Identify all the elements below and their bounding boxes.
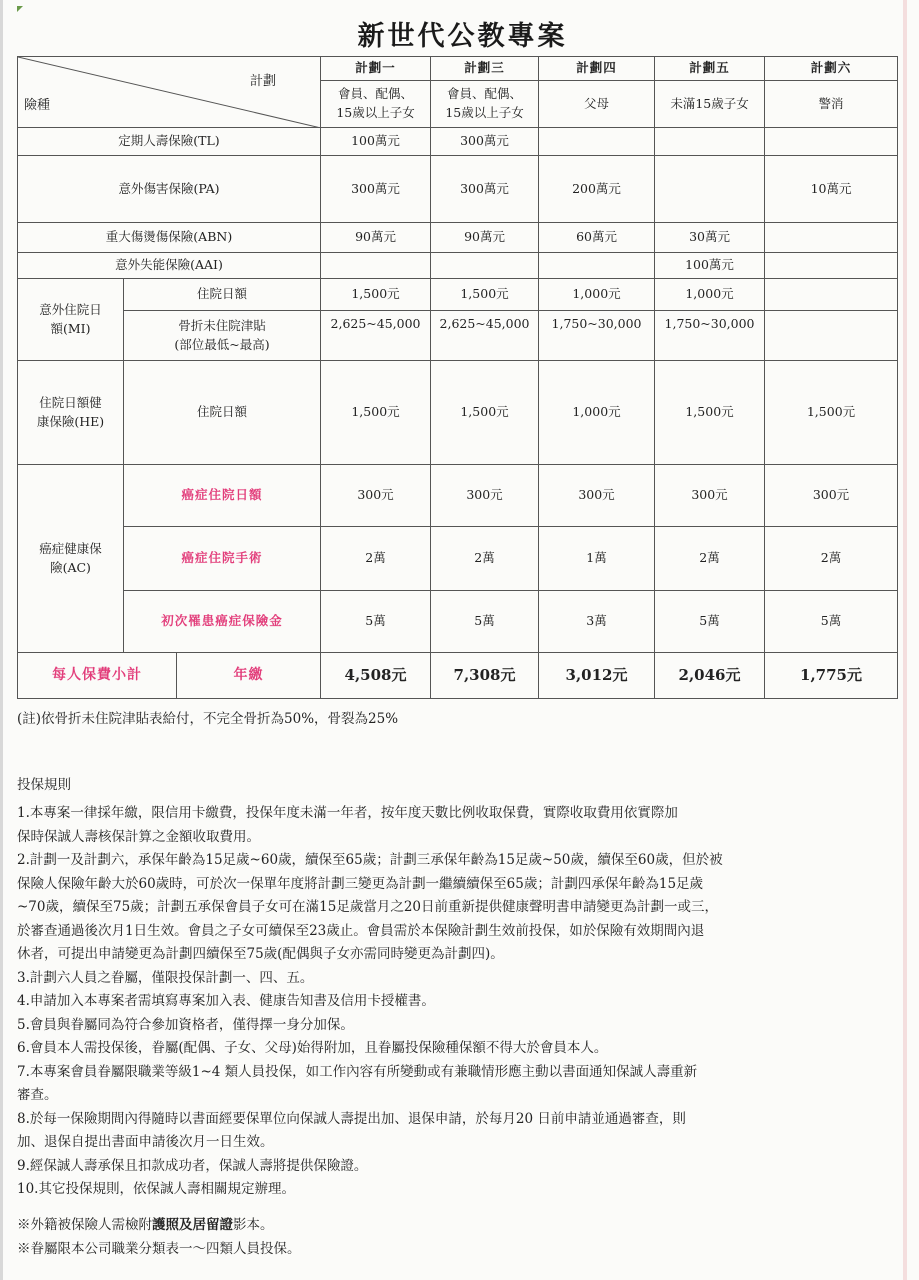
value-cell xyxy=(321,253,431,279)
value-cell: 2萬 xyxy=(431,527,539,591)
value-cell xyxy=(765,311,898,361)
rule-line: 7.本專案會員眷屬限職業等級1~4 類人員投保，如工作內容有所變動或有兼職情形應主動以書面通知保誠人壽重新 xyxy=(17,1063,698,1080)
value-cell: 30萬元 xyxy=(655,223,765,253)
rule-line: 4.申請加入本專案者需填寫專案加入表、健康告知書及信用卡授權書。 xyxy=(17,993,435,1009)
rules-heading: 投保規則 xyxy=(17,777,71,793)
rule-line: 8.於每一保險期間內得隨時以書面經要保單位向保誠人壽提出加、退保申請，於每月20 日前申請並通過審查，則 xyxy=(17,1110,686,1127)
value-cell xyxy=(765,279,898,311)
row-label: 意外傷害保險(PA) xyxy=(18,156,321,223)
footer-line-occupation: ※眷屬限本公司職業分類表一～四類人員投保。 xyxy=(17,1240,301,1257)
value-cell: 5萬 xyxy=(655,591,765,653)
rule-line: 9.經保誠人壽承保且扣款成功者，保誠人壽將提供保險證。 xyxy=(17,1157,368,1174)
row-mi-fracture xyxy=(18,311,898,361)
rule-line: 5.會員與眷屬同為符合參加資格者，僅得擇一身分加保。 xyxy=(17,1016,354,1033)
value-cell xyxy=(539,128,655,156)
rule-line: 2.計劃一及計劃六，承保年齡為15足歲~60歲，續保至65歲；計劃三承保年齡為15足歲~50歲，續保至60歲，但於被 xyxy=(17,852,723,868)
rule-line: 保險人保險年齡大於60歲時，可於次一保單年度將計劃三變更為計劃一繼續續保至65歲；計劃四承保年齡為15足歲 xyxy=(17,875,704,892)
value-cell: 60萬元 xyxy=(539,223,655,253)
value-cell: 5萬 xyxy=(765,591,898,653)
row-ac-surgery xyxy=(18,527,898,591)
value-cell: 90萬元 xyxy=(321,223,431,253)
group-label-he: 住院日額健 康保險(HE) xyxy=(18,361,124,465)
target-plan-5: 未滿15歲子女 xyxy=(655,81,765,128)
corner-label-plan: 計劃 xyxy=(250,74,277,89)
value-cell xyxy=(539,253,655,279)
value-cell: 5萬 xyxy=(321,591,431,653)
row-pa xyxy=(18,156,898,223)
header-plan-3: 計劃三 xyxy=(431,57,539,81)
row-label: 骨折未住院津貼 (部位最低~最高) xyxy=(124,311,321,361)
value-cell: 1,500元 xyxy=(431,361,539,465)
value-cell: 300元 xyxy=(655,465,765,527)
total-label: 每人保費小計 xyxy=(18,653,177,699)
total-sub-label: 年繳 xyxy=(177,653,321,699)
header-row-plans xyxy=(18,57,898,81)
value-cell: 200萬元 xyxy=(539,156,655,223)
rule-line: 保時保誠人壽核保計算之金額收取費用。 xyxy=(17,828,260,845)
plan-table xyxy=(17,56,898,699)
value-cell: 2,625~45,000 xyxy=(321,311,431,361)
page-edge-shadow xyxy=(903,0,907,1280)
row-label: 重大傷燙傷保險(ABN) xyxy=(18,223,321,253)
target-plan-1: 會員、配偶、 15歲以上子女 xyxy=(321,81,431,128)
total-value: 2,046元 xyxy=(655,653,765,699)
value-cell: 3萬 xyxy=(539,591,655,653)
group-label-ac: 癌症健康保 險(AC) xyxy=(18,465,124,653)
rules-list xyxy=(17,802,897,1202)
header-plan-6: 計劃六 xyxy=(765,57,898,81)
value-cell: 1,750~30,000 xyxy=(539,311,655,361)
value-cell: 300元 xyxy=(431,465,539,527)
row-abn xyxy=(18,223,898,253)
row-label: 癌症住院日額 xyxy=(124,465,321,527)
row-tl xyxy=(18,128,898,156)
target-plan-4: 父母 xyxy=(539,81,655,128)
rule-line: 1.本專案一律採年繳，限信用卡繳費，投保年度未滿一年者，按年度天數比例收取保費，實際收取費用依實際加 xyxy=(17,805,678,821)
value-cell: 5萬 xyxy=(431,591,539,653)
table-note: (註)依骨折未住院津貼表給付，不完全骨折為50%，骨裂為25% xyxy=(17,711,399,727)
value-cell: 1,500元 xyxy=(431,279,539,311)
corner-label-type: 險種 xyxy=(24,97,51,113)
target-plan-3: 會員、配偶、 15歲以上子女 xyxy=(431,81,539,128)
row-total xyxy=(18,653,898,699)
total-value: 3,012元 xyxy=(539,653,655,699)
value-cell: 90萬元 xyxy=(431,223,539,253)
value-cell: 2萬 xyxy=(655,527,765,591)
corner-diagonal-line xyxy=(18,57,321,128)
group-label-mi: 意外住院日 額(MI) xyxy=(18,279,124,361)
value-cell xyxy=(765,253,898,279)
value-cell: 100萬元 xyxy=(321,128,431,156)
rule-line: 加、退保自提出書面申請後次月一日生效。 xyxy=(17,1134,274,1150)
value-cell: 1萬 xyxy=(539,527,655,591)
footer-line-passport: ※外籍被保險人需檢附護照及居留證影本。 xyxy=(17,1217,274,1233)
value-cell: 10萬元 xyxy=(765,156,898,223)
value-cell: 300萬元 xyxy=(431,156,539,223)
total-value: 4,508元 xyxy=(321,653,431,699)
row-he xyxy=(18,361,898,465)
rule-line: 3.計劃六人員之眷屬，僅限投保計劃一、四、五。 xyxy=(17,969,314,986)
value-cell xyxy=(655,156,765,223)
row-label: 定期人壽保險(TL) xyxy=(18,128,321,156)
value-cell: 1,000元 xyxy=(655,279,765,311)
row-ac-first xyxy=(18,591,898,653)
value-cell: 1,500元 xyxy=(655,361,765,465)
value-cell xyxy=(431,253,539,279)
value-cell: 1,750~30,000 xyxy=(655,311,765,361)
value-cell: 2萬 xyxy=(321,527,431,591)
corner-mark xyxy=(17,6,23,12)
rule-line: 6.會員本人需投保後，眷屬(配偶、子女、父母)始得附加，且眷屬投保險種保額不得大於會員本人。 xyxy=(17,1040,608,1056)
value-cell: 1,000元 xyxy=(539,279,655,311)
row-ac-hosp xyxy=(18,465,898,527)
value-cell: 300萬元 xyxy=(321,156,431,223)
total-value: 1,775元 xyxy=(765,653,898,699)
target-plan-6: 警消 xyxy=(765,81,898,128)
row-label: 癌症住院手術 xyxy=(124,527,321,591)
value-cell: 1,500元 xyxy=(765,361,898,465)
value-cell xyxy=(655,128,765,156)
corner-header-cell xyxy=(18,57,321,128)
row-aai xyxy=(18,253,898,279)
value-cell: 300元 xyxy=(539,465,655,527)
value-cell: 2,625~45,000 xyxy=(431,311,539,361)
value-cell: 1,500元 xyxy=(321,361,431,465)
value-cell: 2萬 xyxy=(765,527,898,591)
header-plan-1: 計劃一 xyxy=(321,57,431,81)
row-label: 住院日額 xyxy=(124,361,321,465)
rule-line: 於審查通過後次月1日生效。會員之子女可續保至23歲止。會員需於本保險計劃生效前投保，如於保險有效期間內退 xyxy=(17,922,705,939)
value-cell xyxy=(765,128,898,156)
value-cell: 100萬元 xyxy=(655,253,765,279)
value-cell: 300萬元 xyxy=(431,128,539,156)
value-cell: 1,500元 xyxy=(321,279,431,311)
rule-line: 審查。 xyxy=(17,1087,58,1103)
value-cell: 300元 xyxy=(765,465,898,527)
value-cell xyxy=(765,223,898,253)
row-label: 住院日額 xyxy=(124,279,321,311)
value-cell: 300元 xyxy=(321,465,431,527)
header-plan-5: 計劃五 xyxy=(655,57,765,81)
page-title: 新世代公教專案 xyxy=(357,21,568,52)
rule-line: 10.其它投保規則，依保誠人壽相關規定辦理。 xyxy=(17,1181,295,1197)
total-value: 7,308元 xyxy=(431,653,539,699)
rule-line: ~70歲，續保至75歲；計劃五承保會員子女可在滿15足歲當月之20日前重新提供健康聲明書申請變更為計劃一或三， xyxy=(17,899,719,915)
footer-notes xyxy=(17,1214,897,1261)
rule-line: 休者，可提出申請變更為計劃四續保至75歲(配偶與子女亦需同時變更為計劃四)。 xyxy=(17,946,504,962)
row-label: 意外失能保險(AAI) xyxy=(18,253,321,279)
value-cell: 1,000元 xyxy=(539,361,655,465)
header-plan-4: 計劃四 xyxy=(539,57,655,81)
row-label: 初次罹患癌症保險金 xyxy=(124,591,321,653)
row-mi-daily xyxy=(18,279,898,311)
